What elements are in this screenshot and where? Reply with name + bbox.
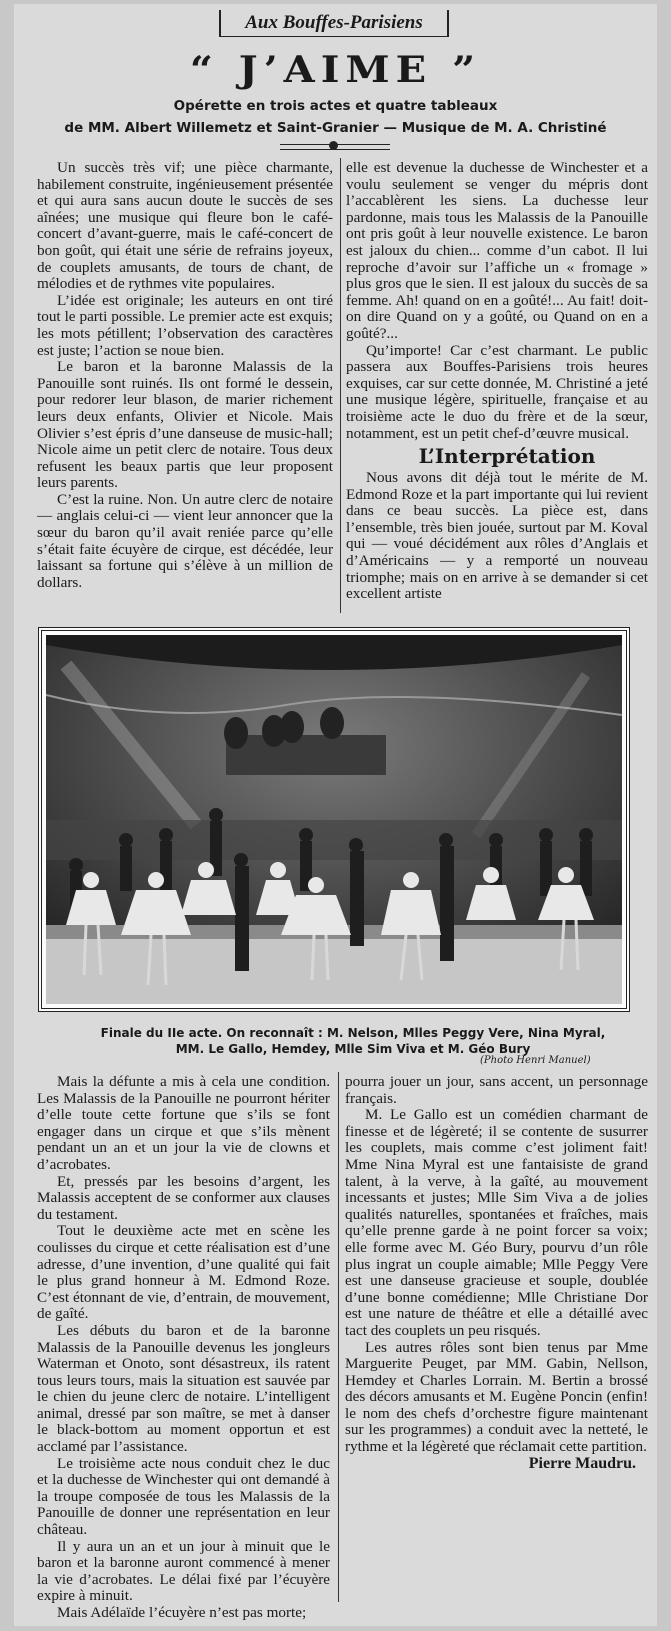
column-divider-bottom: [338, 1072, 339, 1602]
bottom-left-paragraph: Il y aura un an et un jour à minuit que le baron et la baronne auront commencé à mener la vie d’acrobates. Le délai fixé par l’écuyère expire à minuit.: [37, 1537, 330, 1605]
column-bottom-left: [37, 1074, 330, 1622]
column-bottom-right: [345, 1074, 648, 1622]
column-top-right: [346, 160, 648, 615]
bottom-right-paragraph: M. Le Gallo est un comédien charmant de finesse et de légèreté; il se contente de susurrer les couplets, mais comme c’est joliment fait! Mme Nina Myral est une fantaisiste de grand talent, à la verve, à la gaîté, au mouvement incessants et justes; Mlle Sim Viva a de jolies qualités naturelles, spontanées et fraîches, mais qu’elle prenne garde à ne point forcer sa voix; elle forme avec M. Géo Bury, pourvu d’un rôle plus ingrat un couple aimable; Mlle Peggy Vere est une danseuse gracieuse et souple, doublée d’une bonne comédienne; Mlle Christiane Dor est une nature de théâtre et elle a détaillé avec tact des couplets un peu risqués.: [345, 1106, 648, 1339]
article-credits: de MM. Albert Willemetz et Saint-Granier — Musique de M. A. Christiné: [64, 120, 607, 136]
bottom-right-paragraph: pourra jouer un jour, sans accent, un personnage français.: [345, 1074, 648, 1107]
photo-frame: [38, 627, 630, 1012]
top-left-paragraph: L’idée est originale; les auteurs en ont tiré tout le parti possible. Le premier acte est exquis; les mots pétillent; l’observation des caractères est juste; l’action se noue bien.: [37, 291, 333, 359]
photo-credit: (Photo Henri Manuel): [480, 1055, 591, 1066]
interpretation-paragraph: Nous avons dit déjà tout le mérite de M. Edmond Roze et la part importante qui lui revient dans ce beau succès. La pièce est, dans l’ensemble, très bien jouée, surtout par M. Koval qui — voué décidément aux rôles d’Anglais et d’Américains — y a remporté un nouveau triomphe; mais on en arrive à se demander si cet excellent artiste: [346, 469, 648, 603]
section-heading: L’Interprétation: [418, 444, 596, 469]
article-title: “ J’AIME ”: [189, 47, 482, 92]
article-subtitle: Opérette en trois actes et quatre tableaux: [173, 98, 498, 114]
column-top-left: [37, 160, 333, 615]
photo-caption: [58, 1025, 648, 1057]
top-left-paragraph: C’est la ruine. Non. Un autre clerc de notaire — anglais celui-ci — vient leur annoncer que la sœur du baron qu’il avait reniée parce qu’elle s’était faite écuyère de cirque, est décédée, leur laissant sa fortune qui s’élève à un million de dollars.: [37, 490, 333, 591]
bottom-left-paragraph: Mais la défunte a mis à cela une condition. Les Malassis de la Panouille ne pourront hériter d’elle toute cette fortune que s’ils se font engager dans un cirque et que s’ils mènent pendant un an et un jour la vie de clowns et d’acrobates.: [37, 1074, 330, 1173]
rubric-label: Aux Bouffes-Parisiens: [219, 10, 449, 37]
column-divider: [340, 158, 341, 613]
bottom-right-paragraph: Les autres rôles sont bien tenus par Mme Marguerite Peuget, par MM. Gabin, Nellson, Hemdey et Charles Lorrain. M. Bertin a brossé des décors amusants et M. Eugène Poncin (enfin! le nom des chefs d’orchestre figure maintenant sur les programmes) a conduit avec la netteté, le rythme et la légèreté que réclamait cette partition.: [345, 1338, 648, 1456]
photo-caption-line-2: MM. Le Gallo, Hemdey, Mlle Sim Viva et M. Géo Bury: [175, 1042, 531, 1056]
photo-illustration: [46, 635, 622, 1004]
top-right-paragraph: elle est devenue la duchesse de Winchester et a voulu seulement se venger du mépris dont l’accablèrent les siens. La duchesse leur pardonne, mais tous les Malassis de la Panouille ont pris goût à leur nouvelle existence. Le baron est jaloux du chien... comme d’un cabot. Il lui reproche d’avoir sur l’affiche un « fromage » plus gros que le sien. Il est jaloux du succès de sa femme. Ah! quand on en a goûté!... Au fait! doit-on dire Quand on y a goûté, ou Quand on en a goûté?...: [346, 160, 648, 342]
article-signature: Pierre Maudru.: [528, 1454, 636, 1472]
stage-photo: [46, 635, 622, 1004]
top-left-paragraph: Un succès très vif; une pièce charmante, habilement construite, ingénieusement présentée et qui aura sans aucun doute le succès de ses aînées; une musique qui fleure bon le café-concert d’avant-guerre, mais le café-concert de bon goût, qui était une série de refrains joyeux, de couplets amusants, de tours de chant, de mélodies et de rythmes vite populaires.: [37, 160, 333, 293]
bottom-left-paragraph: Les débuts du baron et de la baronne Malassis de la Panouille devenus les jongleurs Waterman et Onoto, sont désastreux, ils ratent tous leurs tours, mais la situation est sauvée par le chien du jeune clerc de notaire. L’intelligent animal, dressé par son maître, se met à danser le black-bottom au moment opportun et est acclamé par l’assistance.: [37, 1321, 330, 1456]
bottom-left-paragraph: Mais Adélaïde l’écuyère n’est pas morte;: [57, 1604, 307, 1621]
photo-caption-line-1: Finale du IIe acte. On reconnaît : M. Nelson, Mlles Peggy Vere, Nina Myral,: [100, 1026, 606, 1040]
bottom-left-paragraph: Le troisième acte nous conduit chez le duc et la duchesse de Winchester qui ont demandé à la troupe composée de tous les Malassis de la Panouille de donner une représentation en leur château.: [37, 1454, 330, 1539]
top-right-paragraph: Qu’importe! Car c’est charmant. Le public passera aux Bouffes-Parisiens trois heures exquises, car sur cette donnée, M. Christiné a jeté une musique légère, spirituelle, française et au troisième acte le duo du frère et de la sœur, notamment, est un petit chef-d’œuvre musical.: [346, 341, 648, 442]
top-left-paragraph: Le baron et la baronne Malassis de la Panouille sont ruinés. Ils ont formé le dessein, pour redorer leur blason, de marier richement leurs deux enfants, Olivier et Nicole. Mais Olivier s’est épris d’une danseuse de music-hall; Nicole aime un petit clerc de notaire. Tous deux refusent les beaux partis que leur proposent leurs parents.: [37, 358, 333, 492]
bottom-left-paragraph: Et, pressés par les besoins d’argent, les Malassis acceptent de se conformer aux clauses du testament.: [37, 1172, 330, 1223]
bottom-left-paragraph: Tout le deuxième acte met en scène les coulisses du cirque et cette réalisation est d’une adresse, d’une invention, d’une qualité qui fait le plus grand honneur à M. Edmond Roze. C’est étonnant de vie, d’entrain, de mouvement, de gaîté.: [37, 1222, 330, 1323]
title-ornament: [280, 144, 390, 150]
